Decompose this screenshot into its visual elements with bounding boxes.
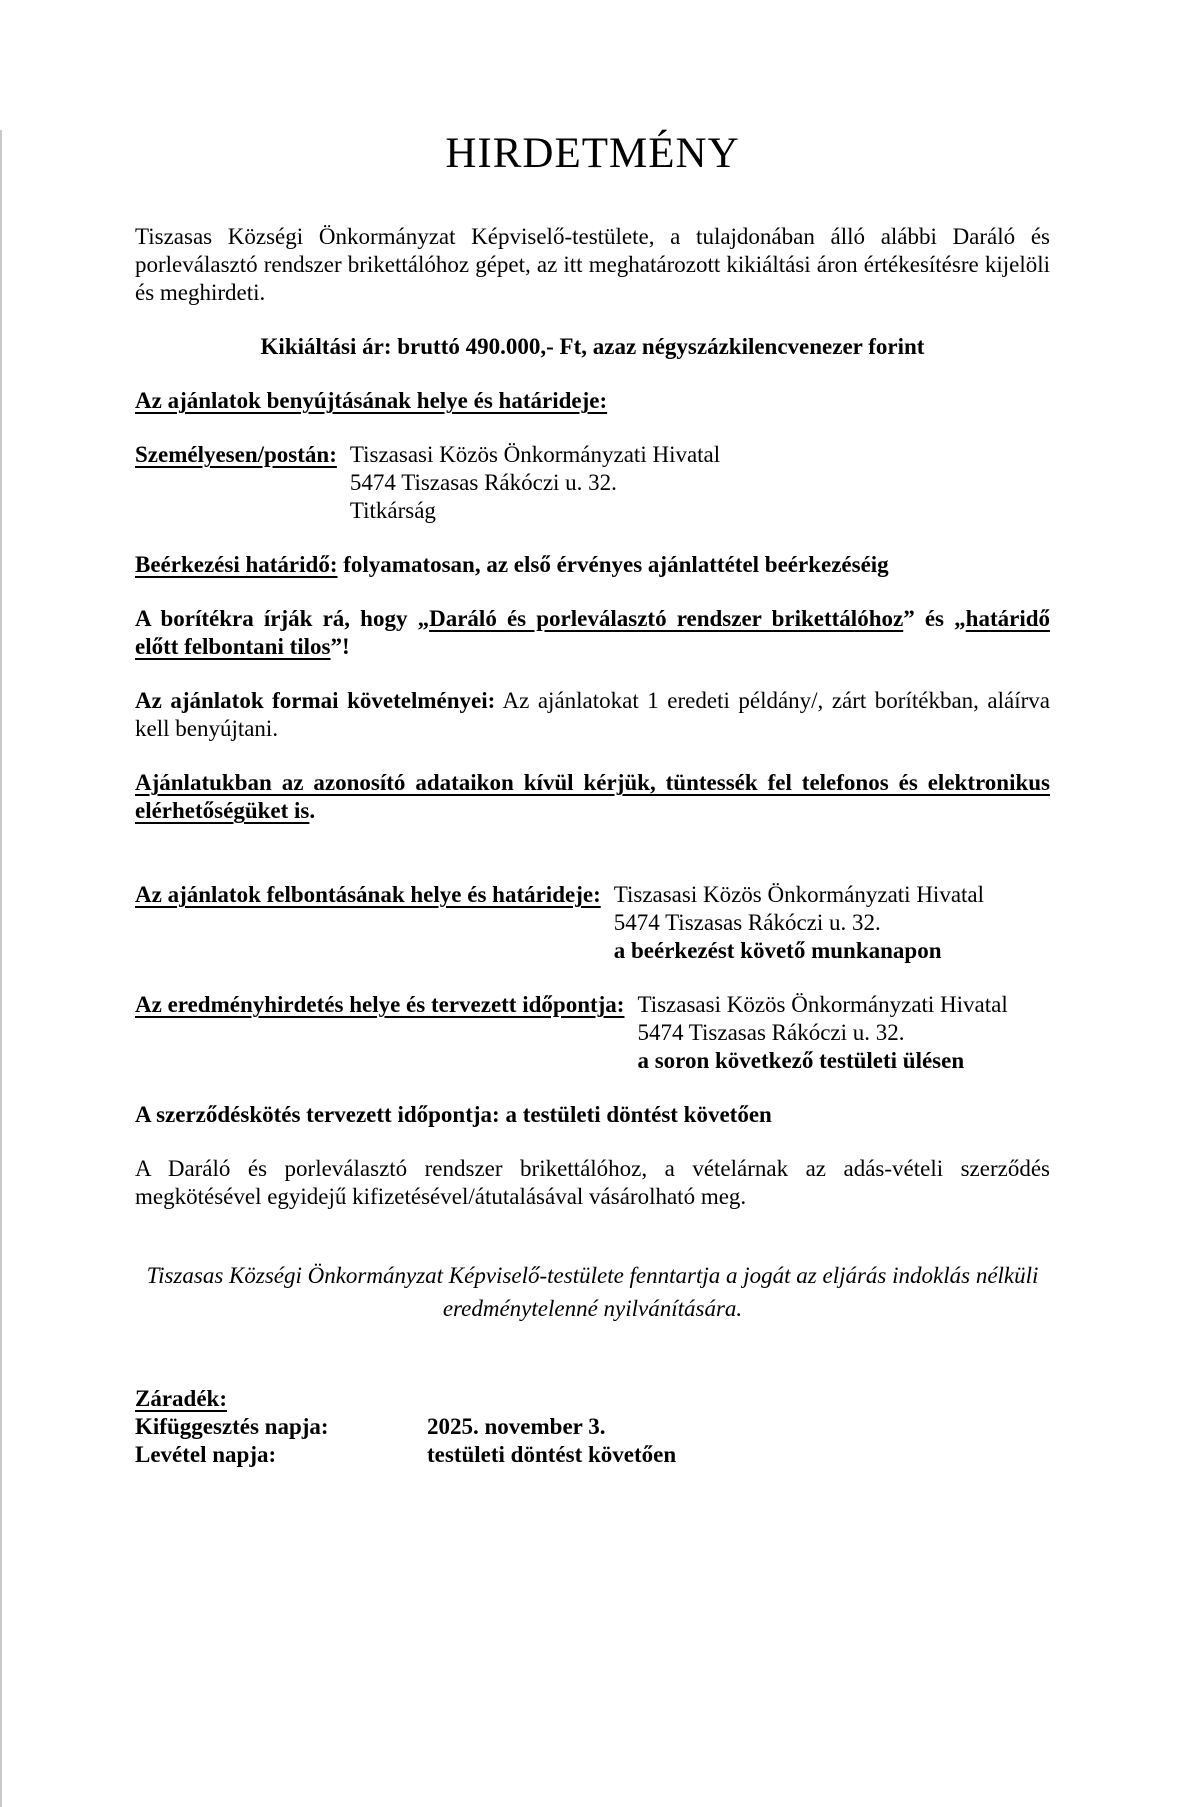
submission-address	[350, 441, 1050, 525]
opening-details	[614, 881, 1050, 965]
envelope-suffix: ”!	[330, 634, 350, 659]
envelope-prefix: A borítékra írják rá, hogy „	[135, 606, 430, 631]
envelope-instruction	[135, 605, 1050, 661]
results-section	[135, 991, 1050, 1075]
deadline-line	[135, 551, 1050, 579]
price-line: Kikiáltási ár: bruttó 490.000,- Ft, azaz négyszázkilencvenezer forint	[260, 334, 925, 359]
closing-row	[135, 1413, 1050, 1441]
envelope-quote2: határidő előtt felbontani tilos	[135, 606, 1050, 659]
formal-requirements	[135, 687, 1050, 743]
closing-row-label: Kifüggesztés napja:	[135, 1414, 329, 1439]
submission-address-line: Titkárság	[349, 498, 436, 523]
results-detail-line: 5474 Tiszasas Rákóczi u. 32.	[637, 1020, 905, 1045]
contact-info-note-text: Ajánlatukban az azonosító adataikon kívül kérjük, tüntessék fel telefonos és elektronikus elérhetőségüket is	[135, 770, 1050, 823]
formal-requirements-text: Az ajánlatokat 1 eredeti példány/, zárt borítékban, aláírva kell benyújtani.	[135, 688, 1050, 741]
contact-info-note	[135, 769, 1050, 825]
submission-heading	[135, 387, 1050, 415]
deadline-text: folyamatosan, az első érvényes ajánlattétel beérkezéséig	[343, 552, 889, 577]
envelope-middle: ” és „	[903, 606, 966, 631]
contact-info-note-period: .	[309, 798, 316, 823]
opening-label-wrap	[135, 881, 601, 909]
disclaimer-paragraph: Tiszasas Községi Önkormányzat Képviselő-testülete fenntartja a jogát az eljárás indoklás nélküli eredménytelenné nyilvánítására.	[146, 1263, 1039, 1321]
submission-method-label: Személyesen/postán:	[135, 442, 337, 467]
submission-method-label-wrap	[135, 441, 337, 469]
opening-detail-line: Tiszasasi Közös Önkormányzati Hivatal	[613, 882, 985, 907]
closing-row-value: testületi döntést követően	[427, 1442, 677, 1467]
results-details	[637, 991, 1050, 1075]
document-page	[0, 130, 1189, 1807]
deadline-label: Beérkezési határidő:	[135, 552, 338, 577]
closing-heading-text: Záradék:	[135, 1386, 227, 1411]
closing-row	[135, 1441, 1050, 1469]
closing-row-value: 2025. november 3.	[427, 1414, 606, 1439]
payment-paragraph: A Daráló és porleválasztó rendszer brikettálóhoz, a vételárnak az adás-vételi szerződés megkötésével egyidejű kifizetésével/átutalásával vásárolható meg.	[135, 1156, 1050, 1209]
results-detail-line: Tiszasasi Közös Önkormányzati Hivatal	[637, 992, 1008, 1017]
results-label: Az eredményhirdetés helye és tervezett időpontja:	[135, 992, 625, 1017]
results-detail-line: a soron következő testületi ülésen	[637, 1048, 965, 1073]
closing-row-label: Levétel napja:	[135, 1442, 277, 1467]
submission-address-line: Tiszasasi Közös Önkormányzati Hivatal	[349, 442, 721, 467]
intro-paragraph: Tiszasas Községi Önkormányzat Képviselő-testülete, a tulajdonában álló alábbi Daráló és porleválasztó rendszer brikettálóhoz gépet, az itt meghatározott kikiáltási áron értékesítésre kijelöli és meghirdeti.	[135, 224, 1050, 305]
contract-date-line: A szerződéskötés tervezett időpontja: a testületi döntést követően	[135, 1102, 772, 1127]
submission-method-block	[135, 441, 1050, 525]
opening-detail-line: 5474 Tiszasas Rákóczi u. 32.	[613, 910, 881, 935]
envelope-quote1: Daráló és porleválasztó rendszer brikettálóhoz	[429, 606, 904, 631]
opening-label: Az ajánlatok felbontásának helye és határideje:	[135, 882, 601, 907]
closing-heading	[135, 1385, 1050, 1413]
results-label-wrap	[135, 991, 624, 1019]
opening-detail-line: a beérkezést követő munkanapon	[613, 938, 942, 963]
document-title: HIRDETMÉNY	[445, 130, 740, 177]
closing-block	[135, 1385, 1050, 1469]
submission-address-line: 5474 Tiszasas Rákóczi u. 32.	[349, 470, 617, 495]
formal-requirements-label: Az ajánlatok formai követelményei:	[135, 688, 496, 713]
submission-heading-text: Az ajánlatok benyújtásának helye és határideje:	[135, 388, 608, 413]
opening-section	[135, 881, 1050, 965]
